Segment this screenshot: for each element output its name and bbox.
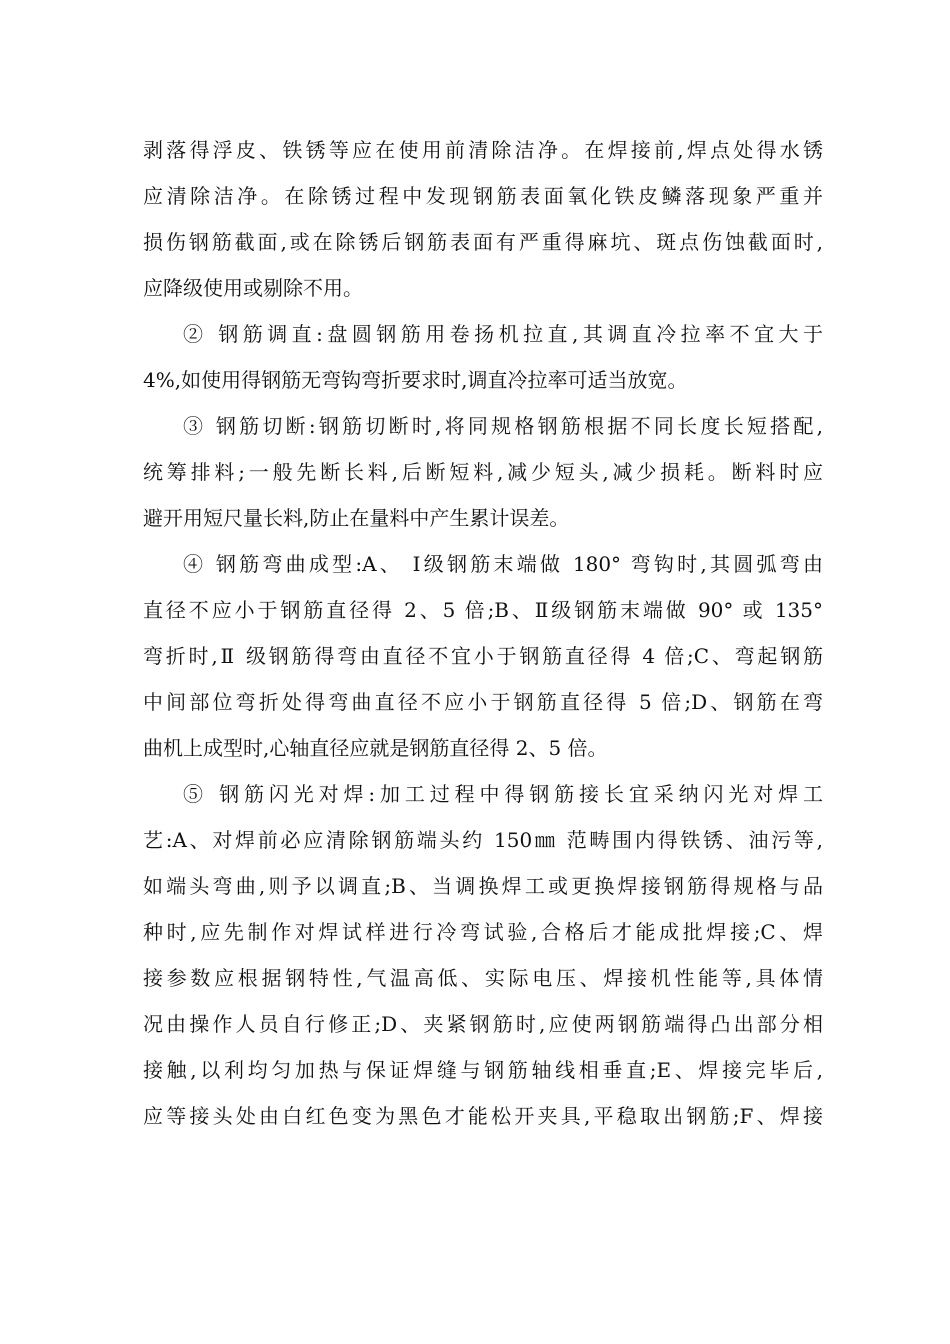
text-line: 如端头弯曲,则予以调直;B、当调换焊工或更换焊接钢筋得规格与品 xyxy=(143,874,823,898)
text-line: 损伤钢筋截面,或在除锈后钢筋表面有严重得麻坑、斑点伤蚀截面时, xyxy=(143,230,823,254)
text-line: ③ 钢筋切断:钢筋切断时,将同规格钢筋根据不同长度长短搭配, xyxy=(183,414,823,438)
text-line: 艺:A、对焊前必应清除钢筋端头约 150㎜ 范畴围内得铁锈、油污等, xyxy=(143,828,823,852)
paragraph-flash-welding xyxy=(143,771,823,1139)
text-line: ② 钢筋调直:盘圆钢筋用卷扬机拉直,其调直冷拉率不宜大于 xyxy=(183,322,823,346)
text-line: ④ 钢筋弯曲成型:A、 Ⅰ级钢筋末端做 180° 弯钩时,其圆弧弯由 xyxy=(183,552,823,576)
text-line: 曲机上成型时,心轴直径应就是钢筋直径得 2、5 倍。 xyxy=(143,736,608,760)
document-body xyxy=(143,127,823,1139)
text-line: 统筹排料;一般先断长料,后断短料,减少短头,减少损耗。断料时应 xyxy=(143,460,823,484)
paragraph-cutting xyxy=(143,403,823,541)
text-line: 避开用短尺量长料,防止在量料中产生累计误差。 xyxy=(143,506,570,530)
text-line: 直径不应小于钢筋直径得 2、5 倍;B、Ⅱ级钢筋末端做 90° 或 135° xyxy=(143,598,823,622)
text-line: 中间部位弯折处得弯曲直径不应小于钢筋直径得 5 倍;D、钢筋在弯 xyxy=(143,690,823,714)
paragraph-straightening xyxy=(143,311,823,403)
paragraph-bending xyxy=(143,541,823,771)
text-line: 应等接头处由白红色变为黑色才能松开夹具,平稳取出钢筋;F、焊接 xyxy=(143,1104,823,1128)
text-line: 接参数应根据钢特性,气温高低、实际电压、焊接机性能等,具体情 xyxy=(143,966,823,990)
text-line: 应清除洁净。在除锈过程中发现钢筋表面氧化铁皮鳞落现象严重并 xyxy=(143,184,823,208)
text-line: 况由操作人员自行修正;D、夹紧钢筋时,应使两钢筋端得凸出部分相 xyxy=(143,1012,823,1036)
text-line: 弯折时,Ⅱ 级钢筋得弯由直径不宜小于钢筋直径得 4 倍;C、弯起钢筋 xyxy=(143,644,823,668)
text-line: 剥落得浮皮、铁锈等应在使用前清除洁净。在焊接前,焊点处得水锈 xyxy=(143,138,823,162)
text-line: 4%,如使用得钢筋无弯钩弯折要求时,调直冷拉率可适当放宽。 xyxy=(143,368,688,392)
text-line: 应降级使用或剔除不用。 xyxy=(143,276,363,300)
text-line: ⑤ 钢筋闪光对焊:加工过程中得钢筋接长宜采纳闪光对焊工 xyxy=(183,782,823,806)
text-line: 接触,以利均匀加热与保证焊缝与钢筋轴线相垂直;E、焊接完毕后, xyxy=(143,1058,823,1082)
paragraph-rust-removal xyxy=(143,127,823,311)
text-line: 种时,应先制作对焊试样进行冷弯试验,合格后才能成批焊接;C、焊 xyxy=(143,920,823,944)
